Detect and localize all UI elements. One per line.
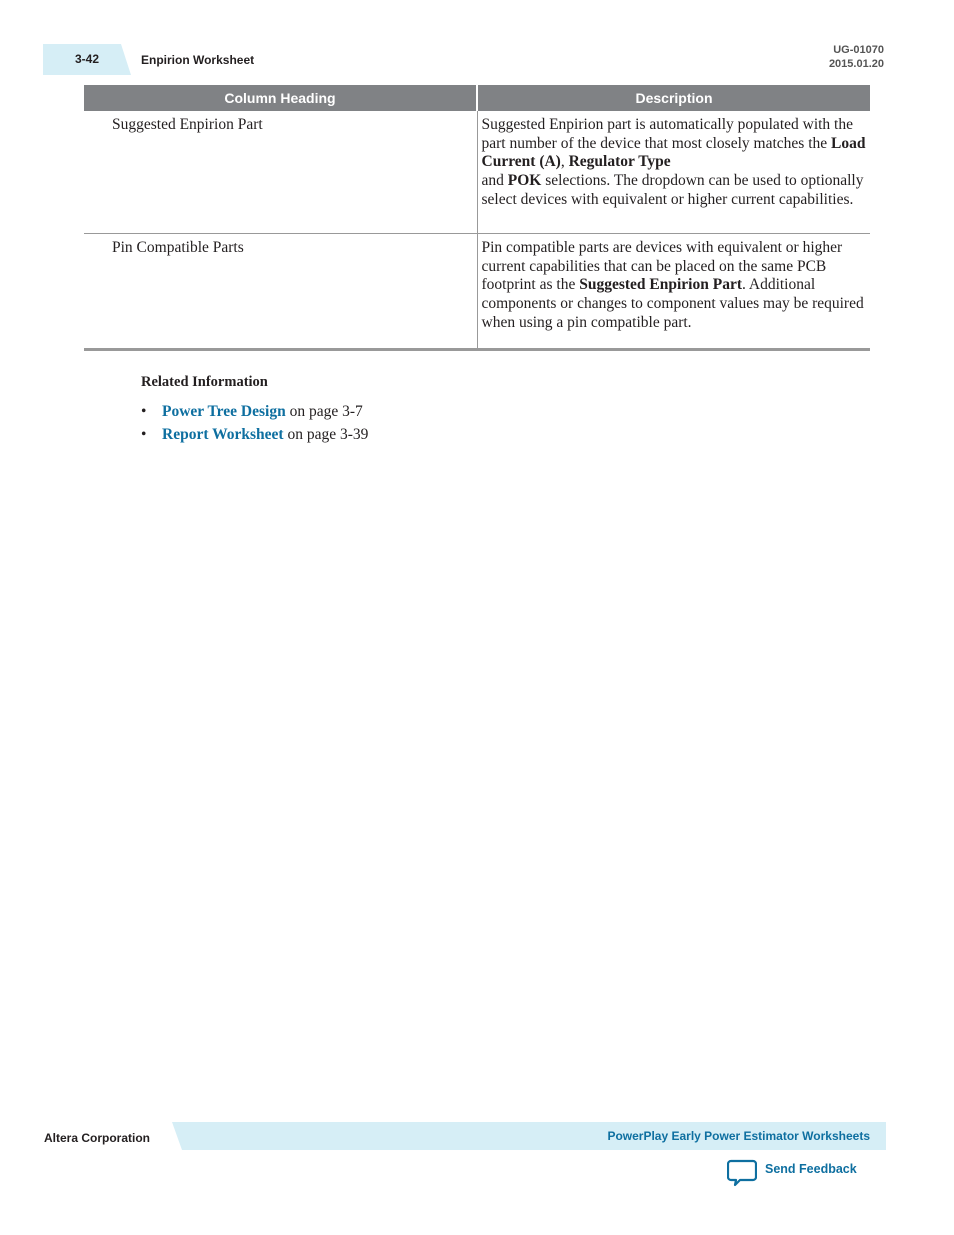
- row-heading: Suggested Enpirion Part: [84, 111, 477, 234]
- related-info-list: [141, 402, 368, 448]
- table-row: [84, 234, 870, 350]
- desc-bold-term: Suggested Enpirion Part: [579, 276, 742, 294]
- speech-bubble-icon: [727, 1158, 757, 1188]
- page-reference: on page 3-7: [285, 403, 363, 420]
- row-description: [477, 234, 870, 350]
- table-row: [84, 111, 870, 234]
- desc-bold-term: Regulator Type: [568, 153, 671, 171]
- table-header-row: [84, 85, 870, 111]
- desc-text: and: [481, 172, 508, 190]
- list-item: [141, 402, 368, 425]
- desc-text: . Additional components or changes to component values may be required when using a pin compatible part.: [481, 276, 864, 331]
- footer-doc-title[interactable]: PowerPlay Early Power Estimator Worksheets: [607, 1129, 870, 1143]
- bullet: •: [141, 403, 147, 420]
- doc-id: UG-01070: [833, 44, 884, 56]
- page-reference: on page 3-39: [283, 426, 369, 443]
- section-title: Enpirion Worksheet: [141, 53, 255, 67]
- desc-text: Suggested Enpirion part is automatically populated with the part number of the device that most closely matches the: [481, 116, 853, 152]
- page-number: 3-42: [75, 52, 100, 66]
- desc-text: ,: [560, 153, 569, 171]
- row-description: [477, 111, 870, 234]
- doc-date: 2015.01.20: [828, 58, 884, 70]
- power-tree-design-link[interactable]: Power Tree Design: [162, 403, 286, 420]
- list-item: [141, 425, 368, 448]
- related-info-title: Related Information: [141, 374, 268, 390]
- column-header: Column Heading: [84, 85, 477, 111]
- desc-bold-term: Load Current (A): [481, 134, 866, 171]
- bullet: •: [141, 426, 147, 443]
- send-feedback-label: Send Feedback: [765, 1162, 857, 1176]
- column-header: Description: [477, 85, 870, 111]
- row-heading: Pin Compatible Parts: [84, 234, 477, 350]
- company-name: Altera Corporation: [44, 1131, 151, 1145]
- desc-text: Pin compatible parts are devices with equivalent or higher current capabilities that can be placed on the same PCB footprint as the: [481, 239, 843, 294]
- report-worksheet-link[interactable]: Report Worksheet: [162, 426, 284, 443]
- desc-bold-term: POK: [507, 172, 542, 190]
- desc-text: selections. The dropdown can be used to optionally select devices with equivalent or higher current capabilities.: [481, 172, 864, 208]
- column-description-table: [84, 85, 870, 351]
- send-feedback-button[interactable]: [727, 1158, 857, 1188]
